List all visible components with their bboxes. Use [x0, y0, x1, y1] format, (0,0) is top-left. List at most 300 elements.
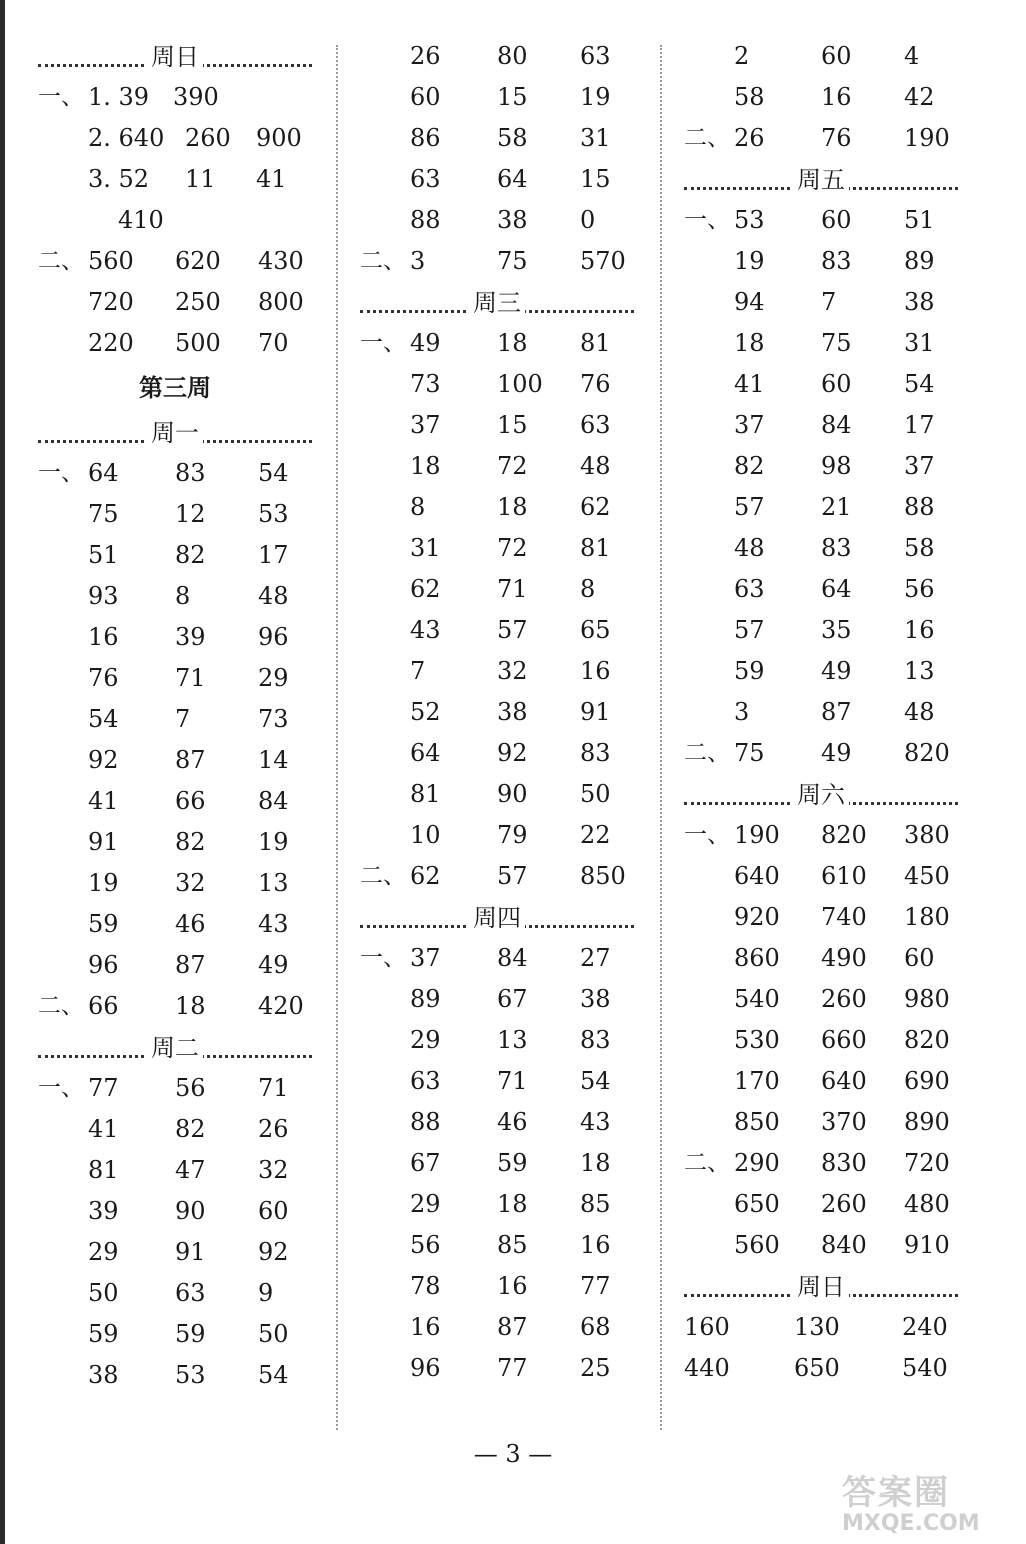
- answer-value: 37: [904, 452, 935, 480]
- answer-value: 100: [497, 370, 543, 398]
- answer-value: 560: [88, 247, 134, 275]
- answer-value: 390: [173, 83, 219, 111]
- answer-row: [684, 282, 958, 323]
- answer-value: 29: [410, 1026, 441, 1054]
- answer-value: 79: [497, 821, 528, 849]
- question-number: 一、: [38, 1075, 84, 1101]
- answer-row: [38, 1232, 312, 1273]
- answer-value: 240: [902, 1313, 948, 1341]
- answer-value: 54: [88, 705, 119, 733]
- answer-value: 75: [497, 247, 528, 275]
- answer-value: 500: [175, 329, 221, 357]
- answer-value: 84: [821, 411, 852, 439]
- question-number: 二、: [684, 125, 730, 151]
- answer-value: 83: [580, 1026, 611, 1054]
- answer-value: 91: [580, 698, 611, 726]
- answer-value: 90: [497, 780, 528, 808]
- answer-value: 54: [258, 459, 289, 487]
- answer-value: 66: [88, 992, 119, 1020]
- answer-row: [684, 1307, 958, 1348]
- answer-value: 37: [410, 411, 441, 439]
- answer-value: 63: [580, 411, 611, 439]
- answer-row: [360, 241, 634, 282]
- answer-value: 4: [904, 42, 920, 70]
- answer-row: [684, 118, 958, 159]
- answer-value: 7: [821, 288, 837, 316]
- question-number: 二、: [684, 740, 730, 766]
- answer-value: 8: [580, 575, 596, 603]
- answer-value: 17: [904, 411, 935, 439]
- answer-value: 54: [580, 1067, 611, 1095]
- answer-value: 77: [88, 1074, 119, 1102]
- answer-value: 15: [497, 411, 528, 439]
- answer-value: 83: [580, 739, 611, 767]
- answer-value: 1. 39: [88, 83, 150, 111]
- page-number: — 3 —: [473, 1440, 553, 1468]
- answer-row: [684, 815, 958, 856]
- answer-value: 910: [904, 1231, 950, 1259]
- answer-value: 56: [175, 1074, 206, 1102]
- answer-value: 19: [734, 247, 765, 275]
- answer-value: 16: [88, 623, 119, 651]
- answer-value: 800: [258, 288, 304, 316]
- answer-row: [360, 528, 634, 569]
- question-number: 二、: [360, 863, 406, 889]
- answer-value: 830: [821, 1149, 867, 1177]
- answer-row: [684, 1143, 958, 1184]
- answer-row: [360, 774, 634, 815]
- day-section-header: [38, 412, 312, 453]
- answer-row: [38, 617, 312, 658]
- answer-value: 43: [410, 616, 441, 644]
- answer-row: [684, 979, 958, 1020]
- answer-value: 190: [904, 124, 950, 152]
- answer-value: 620: [175, 247, 221, 275]
- answer-value: 38: [580, 985, 611, 1013]
- answer-value: 96: [88, 951, 119, 979]
- answer-value: 91: [88, 828, 119, 856]
- answer-value: 15: [580, 165, 611, 193]
- answer-value: 25: [580, 1354, 611, 1382]
- answer-value: 64: [410, 739, 441, 767]
- answer-value: 73: [258, 705, 289, 733]
- answer-value: 560: [734, 1231, 780, 1259]
- answer-value: 130: [794, 1313, 840, 1341]
- day-label: 周一: [147, 418, 203, 448]
- answer-column-3: [684, 36, 958, 1389]
- answer-value: 60: [821, 42, 852, 70]
- answer-value: 77: [580, 1272, 611, 1300]
- answer-value: 410: [118, 206, 164, 234]
- answer-row: [360, 938, 634, 979]
- answer-value: 26: [258, 1115, 289, 1143]
- answer-value: 82: [175, 1115, 206, 1143]
- answer-value: 98: [821, 452, 852, 480]
- answer-row: [360, 487, 634, 528]
- answer-row: [360, 1266, 634, 1307]
- answer-value: 53: [258, 500, 289, 528]
- answer-value: 41: [88, 1115, 119, 1143]
- answer-column-2: [360, 36, 634, 1389]
- answer-value: 60: [258, 1197, 289, 1225]
- answer-row: [38, 1314, 312, 1355]
- answer-row: [38, 658, 312, 699]
- answer-value: 51: [904, 206, 935, 234]
- answer-value: 87: [175, 951, 206, 979]
- answer-value: 13: [258, 869, 289, 897]
- answer-value: 54: [258, 1361, 289, 1389]
- answer-row: [360, 1102, 634, 1143]
- answer-value: 86: [410, 124, 441, 152]
- answer-value: 38: [88, 1361, 119, 1389]
- answer-value: 73: [410, 370, 441, 398]
- answer-value: 250: [175, 288, 221, 316]
- answer-value: 62: [410, 575, 441, 603]
- answer-value: 260: [185, 124, 231, 152]
- answer-value: 480: [904, 1190, 950, 1218]
- answer-value: 38: [497, 206, 528, 234]
- answer-value: 59: [497, 1149, 528, 1177]
- answer-row: [684, 528, 958, 569]
- answer-value: 660: [821, 1026, 867, 1054]
- answer-value: 68: [580, 1313, 611, 1341]
- answer-value: 19: [258, 828, 289, 856]
- answer-value: 19: [580, 83, 611, 111]
- answer-value: 92: [497, 739, 528, 767]
- answer-row: [684, 487, 958, 528]
- answer-row: [360, 77, 634, 118]
- answer-value: 87: [175, 746, 206, 774]
- answer-row: [684, 856, 958, 897]
- answer-value: 16: [497, 1272, 528, 1300]
- answer-row: [360, 1020, 634, 1061]
- answer-value: 58: [734, 83, 765, 111]
- answer-value: 49: [821, 739, 852, 767]
- answer-value: 92: [258, 1238, 289, 1266]
- answer-row: [38, 241, 312, 282]
- answer-value: 420: [258, 992, 304, 1020]
- answer-value: 50: [88, 1279, 119, 1307]
- answer-value: 260: [821, 985, 867, 1013]
- day-section-header: [684, 159, 958, 200]
- answer-value: 29: [258, 664, 289, 692]
- answer-value: 32: [175, 869, 206, 897]
- answer-value: 64: [497, 165, 528, 193]
- answer-value: 63: [175, 1279, 206, 1307]
- day-label: 周二: [147, 1033, 203, 1063]
- answer-row: [360, 1184, 634, 1225]
- answer-value: 54: [904, 370, 935, 398]
- answer-value: 88: [410, 206, 441, 234]
- answer-row: [38, 781, 312, 822]
- answer-row: [684, 733, 958, 774]
- answer-value: 70: [258, 329, 289, 357]
- answer-value: 160: [684, 1313, 730, 1341]
- answer-value: 46: [175, 910, 206, 938]
- answer-value: 11: [185, 165, 216, 193]
- answer-value: 96: [410, 1354, 441, 1382]
- answer-value: 370: [821, 1108, 867, 1136]
- answer-value: 63: [580, 42, 611, 70]
- answer-value: 32: [258, 1156, 289, 1184]
- answer-value: 18: [497, 1190, 528, 1218]
- answer-row: [360, 1061, 634, 1102]
- day-section-header: [38, 36, 312, 77]
- answer-value: 43: [258, 910, 289, 938]
- question-number: 二、: [360, 248, 406, 274]
- answer-value: 19: [88, 869, 119, 897]
- answer-value: 78: [410, 1272, 441, 1300]
- answer-value: 63: [734, 575, 765, 603]
- day-section-header: [38, 1027, 312, 1068]
- answer-value: 41: [734, 370, 765, 398]
- answer-value: 75: [88, 500, 119, 528]
- answer-value: 82: [734, 452, 765, 480]
- answer-row: [360, 610, 634, 651]
- answer-value: 170: [734, 1067, 780, 1095]
- answer-value: 41: [256, 165, 287, 193]
- answer-value: 13: [904, 657, 935, 685]
- answer-row: [38, 494, 312, 535]
- answer-value: 570: [580, 247, 626, 275]
- answer-value: 8: [175, 582, 191, 610]
- answer-row: [360, 159, 634, 200]
- answer-value: 60: [821, 206, 852, 234]
- answer-value: 690: [904, 1067, 950, 1095]
- answer-value: 890: [904, 1108, 950, 1136]
- answer-value: 13: [497, 1026, 528, 1054]
- answer-value: 41: [88, 787, 119, 815]
- answer-value: 58: [904, 534, 935, 562]
- answer-row: [38, 576, 312, 617]
- question-number: 一、: [360, 945, 406, 971]
- answer-value: 59: [734, 657, 765, 685]
- answer-value: 39: [88, 1197, 119, 1225]
- answer-value: 47: [175, 1156, 206, 1184]
- answer-row: [684, 1225, 958, 1266]
- answer-row: [360, 856, 634, 897]
- answer-value: 850: [734, 1108, 780, 1136]
- answer-value: 75: [734, 739, 765, 767]
- answer-value: 75: [821, 329, 852, 357]
- answer-value: 48: [904, 698, 935, 726]
- answer-value: 46: [497, 1108, 528, 1136]
- answer-value: 83: [821, 534, 852, 562]
- answer-value: 18: [580, 1149, 611, 1177]
- day-label: 周六: [793, 780, 849, 810]
- answer-value: 57: [734, 616, 765, 644]
- answer-value: 18: [175, 992, 206, 1020]
- answer-value: 77: [497, 1354, 528, 1382]
- answer-row: [684, 610, 958, 651]
- answer-value: 87: [821, 698, 852, 726]
- answer-row: [360, 446, 634, 487]
- answer-row: [38, 77, 312, 118]
- day-label: 周日: [147, 42, 203, 72]
- watermark-cn: 答案圈: [842, 1473, 950, 1513]
- answer-value: 50: [258, 1320, 289, 1348]
- answer-row: [38, 1355, 312, 1396]
- answer-value: 16: [904, 616, 935, 644]
- answer-row: [360, 200, 634, 241]
- answer-value: 62: [410, 862, 441, 890]
- answer-value: 65: [580, 616, 611, 644]
- question-number: 二、: [38, 248, 84, 274]
- answer-value: 540: [902, 1354, 948, 1382]
- answer-value: 81: [410, 780, 441, 808]
- answer-value: 18: [497, 329, 528, 357]
- answer-value: 29: [88, 1238, 119, 1266]
- answer-row: [684, 364, 958, 405]
- answer-value: 56: [410, 1231, 441, 1259]
- answer-row: [360, 651, 634, 692]
- answer-value: 220: [88, 329, 134, 357]
- answer-value: 490: [821, 944, 867, 972]
- answer-value: 57: [734, 493, 765, 521]
- day-section-header: [684, 774, 958, 815]
- answer-value: 62: [580, 493, 611, 521]
- answer-value: 85: [580, 1190, 611, 1218]
- day-section-header: [360, 897, 634, 938]
- answer-value: 60: [821, 370, 852, 398]
- answer-value: 59: [175, 1320, 206, 1348]
- answer-value: 76: [821, 124, 852, 152]
- day-label: 周三: [469, 288, 525, 318]
- answer-value: 64: [821, 575, 852, 603]
- answer-value: 64: [88, 459, 119, 487]
- answer-value: 8: [410, 493, 426, 521]
- answer-value: 9: [258, 1279, 274, 1307]
- answer-value: 48: [734, 534, 765, 562]
- answer-value: 48: [258, 582, 289, 610]
- answer-value: 53: [175, 1361, 206, 1389]
- answer-value: 39: [175, 623, 206, 651]
- answer-value: 37: [410, 944, 441, 972]
- answer-value: 26: [410, 42, 441, 70]
- answer-value: 76: [88, 664, 119, 692]
- answer-value: 17: [258, 541, 289, 569]
- column-divider-1: [336, 45, 338, 1430]
- answer-row: [684, 569, 958, 610]
- answer-value: 440: [684, 1354, 730, 1382]
- answer-row: [684, 1102, 958, 1143]
- page-edge-shadow: [0, 0, 5, 1544]
- answer-value: 93: [88, 582, 119, 610]
- answer-value: 43: [580, 1108, 611, 1136]
- answer-value: 63: [410, 1067, 441, 1095]
- answer-value: 12: [175, 500, 206, 528]
- question-number: 一、: [360, 330, 406, 356]
- answer-value: 71: [497, 1067, 528, 1095]
- answer-value: 90: [175, 1197, 206, 1225]
- day-label: 周五: [793, 165, 849, 195]
- answer-value: 450: [904, 862, 950, 890]
- day-section-header: [360, 282, 634, 323]
- answer-value: 380: [904, 821, 950, 849]
- answer-value: 82: [175, 541, 206, 569]
- answer-row: [38, 1068, 312, 1109]
- answer-row: [360, 1225, 634, 1266]
- question-number: 一、: [38, 84, 84, 110]
- answer-value: 21: [821, 493, 852, 521]
- answer-row: [38, 1273, 312, 1314]
- answer-value: 3: [734, 698, 750, 726]
- answer-value: 59: [88, 910, 119, 938]
- answer-value: 14: [258, 746, 289, 774]
- day-section-header: [684, 1266, 958, 1307]
- answer-value: 49: [258, 951, 289, 979]
- answer-row: [360, 323, 634, 364]
- answer-value: 49: [410, 329, 441, 357]
- answer-row: [360, 1307, 634, 1348]
- answer-value: 92: [88, 746, 119, 774]
- answer-value: 59: [88, 1320, 119, 1348]
- answer-value: 650: [794, 1354, 840, 1382]
- answer-value: 91: [175, 1238, 206, 1266]
- answer-value: 31: [410, 534, 441, 562]
- answer-row: [684, 241, 958, 282]
- answer-value: 10: [410, 821, 441, 849]
- answer-row: [360, 1143, 634, 1184]
- answer-value: 180: [904, 903, 950, 931]
- answer-value: 94: [734, 288, 765, 316]
- answer-value: 38: [497, 698, 528, 726]
- answer-row: [38, 1109, 312, 1150]
- answer-value: 35: [821, 616, 852, 644]
- answer-value: 26: [734, 124, 765, 152]
- answer-row: [360, 364, 634, 405]
- answer-value: 37: [734, 411, 765, 439]
- answer-value: 51: [88, 541, 119, 569]
- answer-row: [684, 897, 958, 938]
- answer-row: [684, 651, 958, 692]
- answer-row: [360, 733, 634, 774]
- answer-row: [684, 323, 958, 364]
- answer-value: 820: [904, 1026, 950, 1054]
- answer-value: 29: [410, 1190, 441, 1218]
- answer-value: 7: [175, 705, 191, 733]
- answer-row: [38, 822, 312, 863]
- answer-value: 27: [580, 944, 611, 972]
- answer-value: 96: [258, 623, 289, 651]
- answer-row: [38, 945, 312, 986]
- answer-row: [360, 405, 634, 446]
- answer-value: 980: [904, 985, 950, 1013]
- answer-row: [360, 1348, 634, 1389]
- answer-value: 900: [256, 124, 302, 152]
- answer-row: [38, 159, 312, 200]
- answer-value: 16: [821, 83, 852, 111]
- answer-row: [38, 740, 312, 781]
- week-title: 第三周: [139, 374, 211, 402]
- answer-value: 89: [904, 247, 935, 275]
- answer-value: 3: [410, 247, 426, 275]
- answer-value: 18: [734, 329, 765, 357]
- answer-value: 260: [821, 1190, 867, 1218]
- answer-value: 72: [497, 452, 528, 480]
- answer-value: 0: [580, 206, 596, 234]
- answer-row: [38, 118, 312, 159]
- answer-value: 2: [734, 42, 750, 70]
- answer-value: 530: [734, 1026, 780, 1054]
- answer-row: [684, 1061, 958, 1102]
- answer-value: 57: [497, 862, 528, 890]
- answer-value: 85: [497, 1231, 528, 1259]
- answer-value: 850: [580, 862, 626, 890]
- answer-row: [684, 77, 958, 118]
- answer-value: 84: [497, 944, 528, 972]
- answer-value: 81: [88, 1156, 119, 1184]
